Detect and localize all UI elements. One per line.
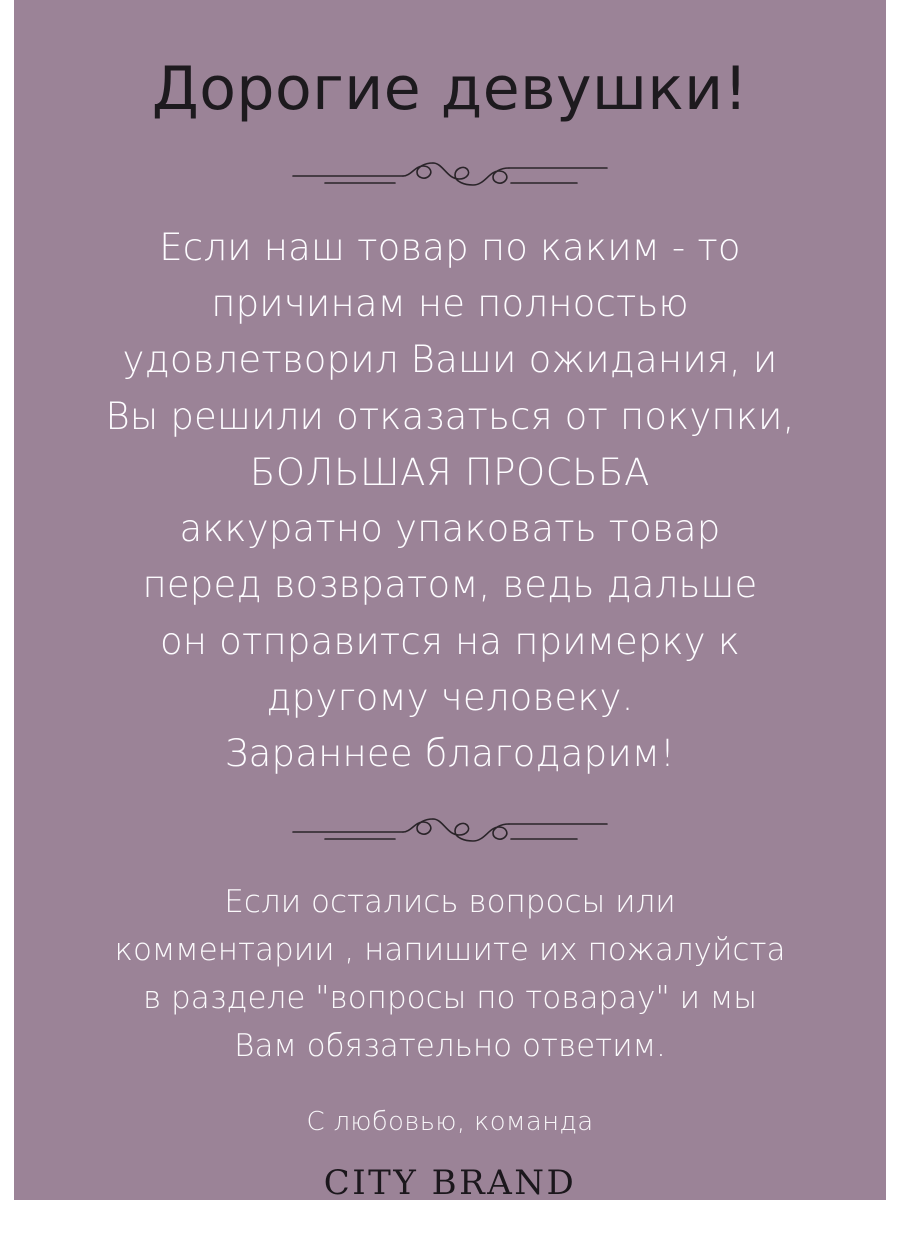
body-line-emphasis: БОЛЬШАЯ ПРОСЬБА (249, 450, 651, 494)
body-line: перед возвратом, ведь дальше (142, 563, 758, 607)
body-line: Вы решили отказаться от покупки, (105, 394, 795, 438)
secondary-line: комментарии , напишите их пожалуйста (114, 932, 786, 969)
body-line: Если наш товар по каким - то (159, 226, 741, 269)
body-text (105, 220, 794, 782)
ornamental-flourish-divider-icon (285, 152, 615, 198)
ornamental-flourish-divider-icon-bottom (285, 808, 615, 854)
secondary-text (115, 878, 786, 1070)
body-line: другому человеку. (266, 675, 634, 719)
body-line: он отправится на примерку к (159, 619, 741, 663)
page-title: Дорогие девушки! (151, 54, 749, 124)
secondary-line: Вам обязательно ответим. (234, 1028, 666, 1065)
signature-text: С любовью, команда (306, 1106, 594, 1137)
brand-name: CITY BRAND (323, 1162, 577, 1203)
body-line: удовлетворил Ваши ожидания, и (122, 338, 778, 382)
secondary-line: Если остались вопросы или (224, 884, 676, 921)
secondary-line: в разделе "вопросы по товарау" и мы (143, 980, 757, 1017)
body-line: причинам не полностью (211, 282, 689, 326)
body-line: Зараннее благодарим! (224, 732, 676, 776)
body-line: аккуратно упаковать товар (179, 507, 721, 551)
